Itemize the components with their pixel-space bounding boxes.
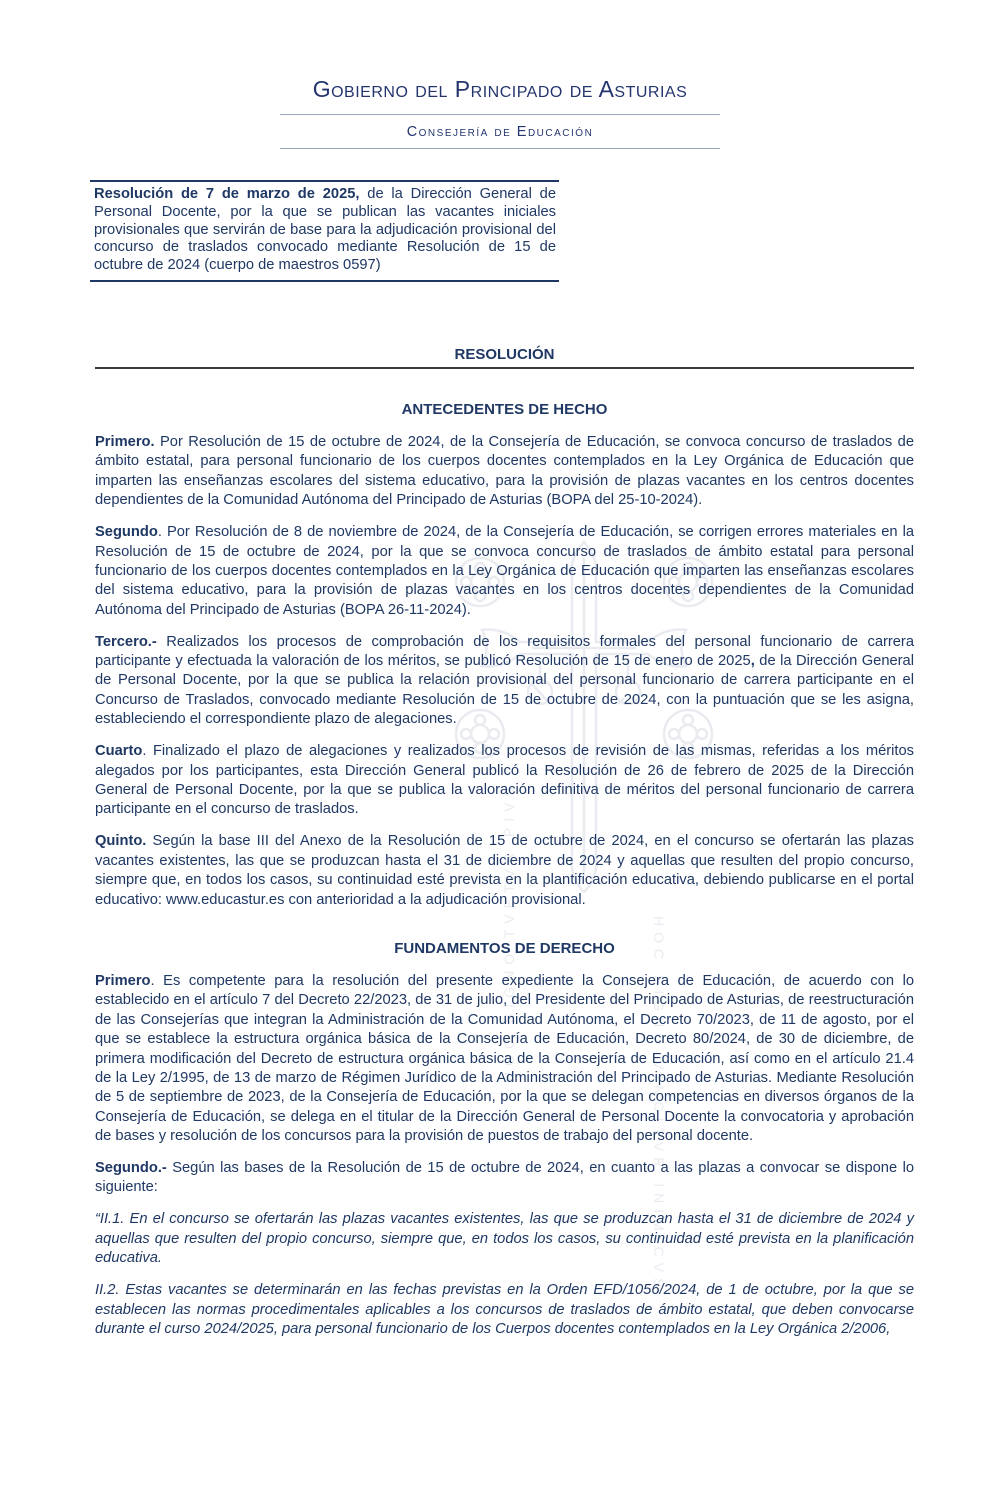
document-body (95, 346, 914, 1339)
antecedente-quinto: Quinto. Según la base III del Anexo de la Resolución de 15 de octubre de 2024, en el concurso se ofertarán las plazas vacantes existentes, las que se produzcan hasta el 31 de diciembre de 2024 y aquellas que resulten del propio concurso, siempre que, en todos los casos, su continuidad esté prevista en la plantificación educativa, debiendo publicarse en el portal educativo: www.educastur.es con anterioridad a la adjudicación provisional. (95, 833, 914, 908)
document-page (0, 76, 1000, 1490)
antecedentes-heading: ANTECEDENTES DE HECHO (401, 400, 608, 418)
quoted-base-ii2: II.2. Estas vacantes se determinarán en las fechas previstas en la Orden EFD/1056/2024, de 1 de octubre, por la que se establecen las normas procedimentales aplicables a los concursos de traslados de ámbito estatal, que deben convocarse durante el curso 2024/2025, para personal funcionario de los Cuerpos docentes contemplados en la Ley Orgánica 2/2006, (95, 1282, 914, 1337)
resolucion-rule (95, 367, 914, 369)
resolution-summary-text: Resolución de 7 de marzo de 2025, de la Dirección General de Personal Docente, por la que se publican las vacantes iniciales provisionales que servirán de base para la adjudicación provisional del concurso de traslados convocado mediante Resolución de 15 de octubre de 2024 (cuerpo de maestros 0597) (94, 186, 556, 274)
header-divider-top (280, 114, 720, 115)
fundamento-primero: Primero. Es competente para la resolución del presente expediente la Consejera de Educación, de acuerdo con lo establecido en el artículo 7 del Decreto 22/2023, de 31 de julio, del Presidente del Principado de Asturias, de reestructuración de las Consejerías que integran la Administración de la Comunidad Autónoma, el Decreto 70/2023, de 11 de agosto, por el que se establece la estructura orgánica básica de la Consejería de Educación, Decreto 80/2024, de 30 de diciembre, de primera modificación del Decreto de estructura orgánica básica de la Consejería de Educación, así como en el artículo 21.4 de la Ley 2/1995, de 13 de marzo de Régimen Jurídico de la Administración del Principado de Asturias. Mediante Resolución de 5 de septiembre de 2023, de la Consejería de Educación, por la que se delegan competencias en diversos órganos de la Consejería de Educación, se delega en el titular de la Dirección General de Personal Docente la convocatoria y aprobación de bases y resolución de los concursos para la provisión de puestos de trabajo del personal docente. (95, 972, 914, 1145)
watermark-motto-right: HOC SIGNO VINCITVR INIMICVS (651, 916, 667, 1294)
resolution-summary-box (90, 180, 559, 282)
fundamentos-heading: FUNDAMENTOS DE DERECHO (394, 939, 615, 957)
quoted-base-ii1: “II.1. En el concurso se ofertarán las plazas vacantes existentes, las que se produzcan hasta el 31 de diciembre de 2024 y aquellas que resulten del propio concurso, siempre que, en todos los casos, su continuidad esté prevista en la planificación educativa. (95, 1211, 914, 1267)
antecedente-segundo: Segundo. Por Resolución de 8 de noviembre de 2024, de la Consejería de Educación, se corrigen errores materiales en la Resolución de 15 de octubre de 2024, por la que se convoca concurso de traslados de ámbito estatal para personal funcionario de los cuerpos docentes contemplados en la Ley Orgánica de Educación que imparten las enseñanzas escolares del sistema educativo, para la provisión de plazas vacantes en los centros docentes dependientes de la Comunidad Autónoma del Principado de Asturias (BOPA 26-11-2024). (95, 524, 914, 618)
watermark-motto-left: HOC SIGNO TVETVR PIVS (501, 781, 517, 1082)
department-title: Consejería de Educación (406, 124, 594, 140)
header-divider-bottom (280, 148, 720, 149)
antecedente-primero: Primero. Por Resolución de 15 de octubre de 2024, de la Consejería de Educación, se convoca concurso de traslados de ámbito estatal, para personal funcionario de los cuerpos docentes contemplados en la Ley Orgánica de Educación que imparten las enseñanzas escolares del sistema educativo, para la provisión de plazas vacantes en los centros docentes dependientes de la Comunidad Autónoma del Principado de Asturias (BOPA del 25-10-2024). (95, 433, 914, 509)
fundamento-segundo: Segundo.- Según las bases de la Resolución de 15 de octubre de 2024, en cuanto a las plazas a convocar se dispone lo siguiente: (95, 1160, 914, 1196)
letterhead (0, 76, 1000, 149)
antecedente-cuarto: Cuarto. Finalizado el plazo de alegaciones y realizados los procesos de revisión de las mismas, referidas a los méritos alegados por los participantes, esta Dirección General publicó la Resolución de 26 de febrero de 2025 de la Dirección General de Personal Docente, por la que se publica la valoración definitiva de méritos del personal funcionario de carrera participante en el concurso de traslados. (95, 743, 914, 818)
antecedente-tercero: Tercero.- Realizados los procesos de comprobación de los requisitos formales del personal funcionario de carrera participante y efectuada la valoración de los méritos, se publicó Resolución de 15 de enero de 2025, de la Dirección General de Personal Docente, por la que se publica la relación provisional del personal funcionario de carrera participante en el Concurso de Traslados, convocado mediante Resolución de 15 de octubre de 2024, con la puntuación que se les asigna, estableciendo el correspondiente plazo de alegaciones. (95, 633, 914, 728)
government-title: Gobierno del Principado de Asturias (312, 76, 688, 102)
resolution-summary-lead: Resolución de 7 de marzo de 2025, (94, 186, 360, 202)
resolucion-heading: RESOLUCIÓN (454, 345, 555, 363)
